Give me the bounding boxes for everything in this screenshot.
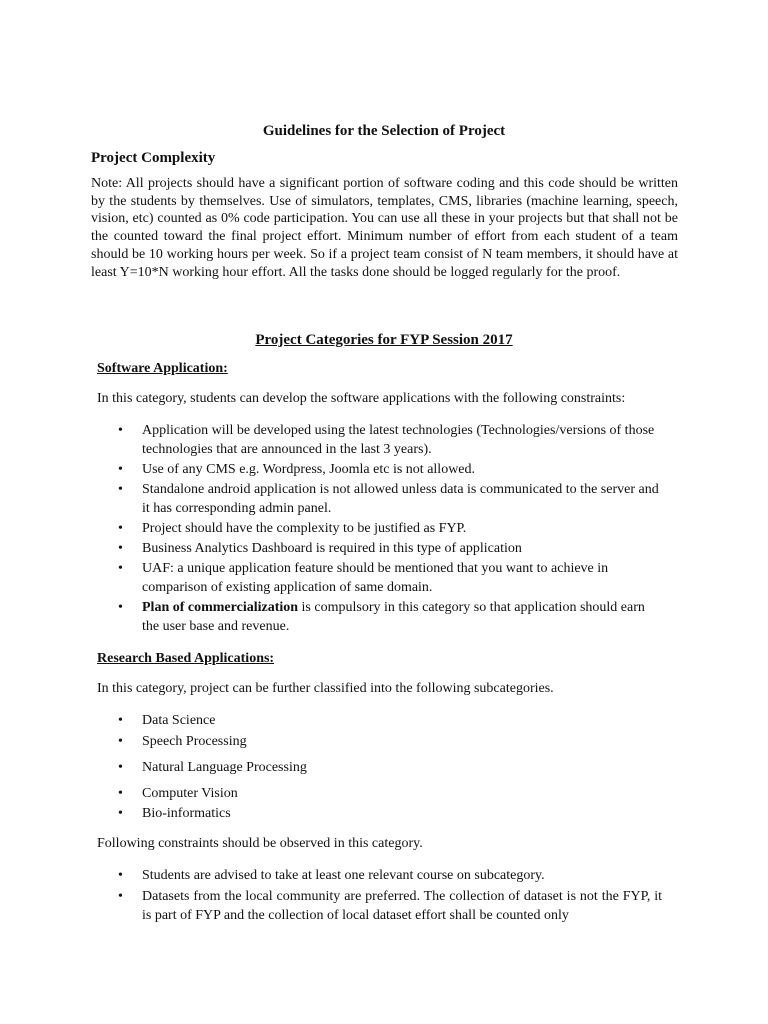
list-item xyxy=(0,711,662,730)
research-intro: In this category, project can be further classified into the following subcategories. xyxy=(97,681,554,696)
bullet-icon: • xyxy=(118,760,123,775)
list-item xyxy=(0,887,662,925)
list-item-text: Application will be developed using the latest technologies (Technologies/versions of those technologies that are announced in the last 3 years). xyxy=(142,423,655,457)
list-item-text: Use of any CMS e.g. Wordpress, Joomla etc is not allowed. xyxy=(142,462,476,477)
list-item xyxy=(0,539,662,558)
software-application-heading: Software Application: xyxy=(97,361,228,376)
bullet-icon: • xyxy=(118,462,123,477)
list-item-text: Data Science xyxy=(142,713,216,728)
bullet-icon: • xyxy=(118,713,123,728)
list-item xyxy=(0,758,662,777)
project-complexity-heading: Project Complexity xyxy=(91,150,216,166)
complexity-note: Note: All projects should have a significant portion of software coding and this code should be written by the students by themselves. Use of simulators, templates, CMS, libraries (machine learning, speech, vision, etc) counted as 0% code participation. You can use all these in your projects but that shall not be the counted toward the final project effort. Minimum number of effort from each student of a team should be 10 working hours per week. So if a project team consist of N team members, it should have at least Y=10*N working hour effort. All the tasks done should be logged regularly for the proof. xyxy=(91,176,678,280)
list-item xyxy=(0,866,662,885)
document-title: Guidelines for the Selection of Project xyxy=(262,123,506,139)
list-item xyxy=(0,421,662,459)
list-item xyxy=(0,559,662,597)
bullet-icon: • xyxy=(118,482,123,497)
list-item-text: Standalone android application is not allowed unless data is communicated to the server and it has corresponding admin panel. xyxy=(142,482,659,516)
list-item xyxy=(0,784,662,803)
list-item-text: Speech Processing xyxy=(142,734,247,749)
list-item-text: Students are advised to take at least one relevant course on subcategory. xyxy=(142,868,545,883)
list-item-text: UAF: a unique application feature should be mentioned that you want to achieve in comparison of existing application of same domain. xyxy=(142,561,609,595)
list-item-text: is compulsory in this category so that application should earn the user base and revenue. xyxy=(142,600,645,634)
bullet-icon: • xyxy=(118,868,123,883)
bullet-icon: • xyxy=(118,423,123,438)
bullet-icon: • xyxy=(118,541,123,556)
list-item-text: Bio-informatics xyxy=(142,806,231,821)
list-item xyxy=(0,598,662,636)
list-item-text: Business Analytics Dashboard is required in this type of application xyxy=(142,541,522,556)
bullet-icon: • xyxy=(118,734,123,749)
list-item-text: Datasets from the local community are preferred. The collection of dataset is not the FYP, it is part of FYP and the collection of local dataset effort shall be counted only xyxy=(142,889,662,923)
research-subcategories-list xyxy=(0,711,768,823)
bullet-icon: • xyxy=(118,521,123,536)
list-item-bold-text: Plan of commercialization xyxy=(142,600,299,615)
list-item-text: Project should have the complexity to be justified as FYP. xyxy=(142,521,467,536)
list-item-text: Natural Language Processing xyxy=(142,760,307,775)
research-applications-heading: Research Based Applications: xyxy=(97,651,275,666)
list-item xyxy=(0,480,662,518)
list-item xyxy=(0,804,662,823)
bullet-icon: • xyxy=(118,889,123,904)
list-item xyxy=(0,732,662,751)
bullet-icon: • xyxy=(118,786,123,801)
software-intro: In this category, students can develop the software applications with the following constraints: xyxy=(97,391,626,406)
bullet-icon: • xyxy=(118,561,123,576)
research-constraints-list xyxy=(0,866,768,925)
list-item xyxy=(0,519,662,538)
software-constraints-list xyxy=(0,421,768,636)
list-item-text: Computer Vision xyxy=(142,786,238,801)
bullet-icon: • xyxy=(118,600,123,615)
categories-title: Project Categories for FYP Session 2017 xyxy=(255,332,513,348)
bullet-icon: • xyxy=(118,806,123,821)
list-item xyxy=(0,460,662,479)
research-constraints-intro: Following constraints should be observed in this category. xyxy=(97,836,423,851)
